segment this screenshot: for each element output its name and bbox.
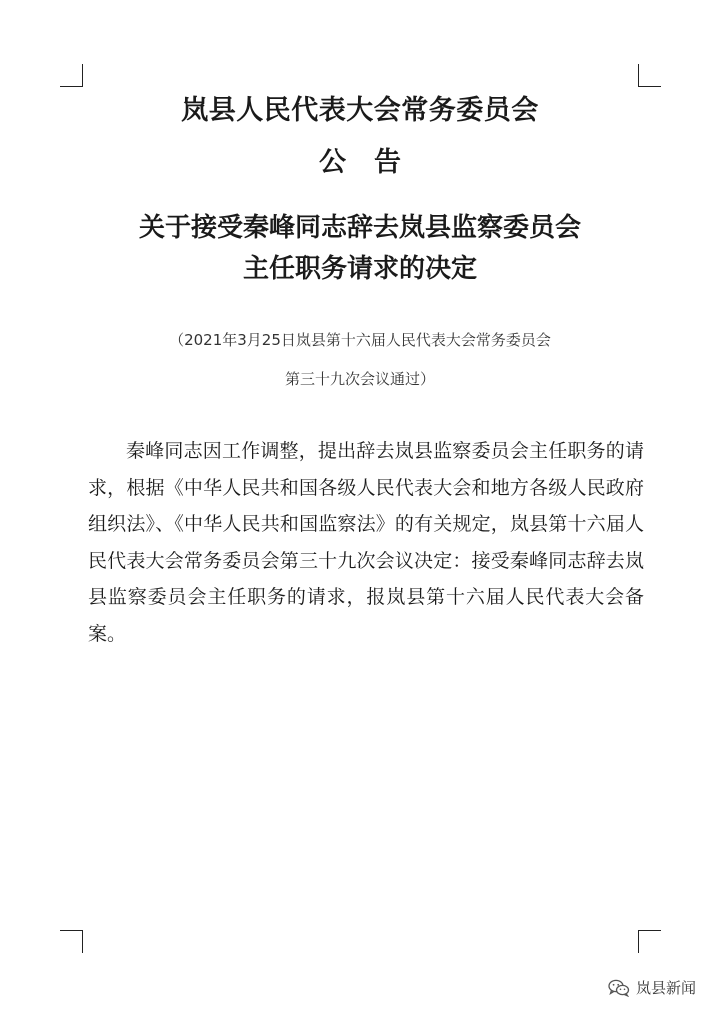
adoption-note-line-2: 第三十九次会议通过） <box>284 370 435 388</box>
decision-body-paragraph: 秦峰同志因工作调整，提出辞去岚县监察委员会主任职务的请求，根据《中华人民共和国各级人民代表大会和地方各级人民政府组织法》、《中华人民共和国监察法》的有关规定，岚县第十六届人民代表大会常务委员会第三十九次会议决定：接受秦峰同志辞去岚县监察委员会主任职务的请求，报岚县第十六届人民代表大会备案。 <box>88 440 644 645</box>
crop-mark-bottom-right <box>638 930 661 953</box>
issuing-organization: 岚县人民代表大会常务委员会 <box>181 95 539 126</box>
decision-title-line-1: 关于接受秦峰同志辞去岚县监察委员会 <box>138 213 581 243</box>
crop-mark-bottom-left <box>60 930 83 953</box>
crop-mark-top-left <box>60 64 83 87</box>
notice-heading: 公告 <box>319 147 429 178</box>
adoption-note-line-1: （2021年3月25日岚县第十六届人民代表大会常务委员会 <box>169 331 551 349</box>
wechat-icon <box>608 979 630 997</box>
source-name: 岚县新闻 <box>635 979 696 997</box>
decision-title-line-2: 主任职务请求的决定 <box>242 254 477 284</box>
watermark-source <box>608 977 696 998</box>
crop-mark-top-right <box>638 64 661 87</box>
